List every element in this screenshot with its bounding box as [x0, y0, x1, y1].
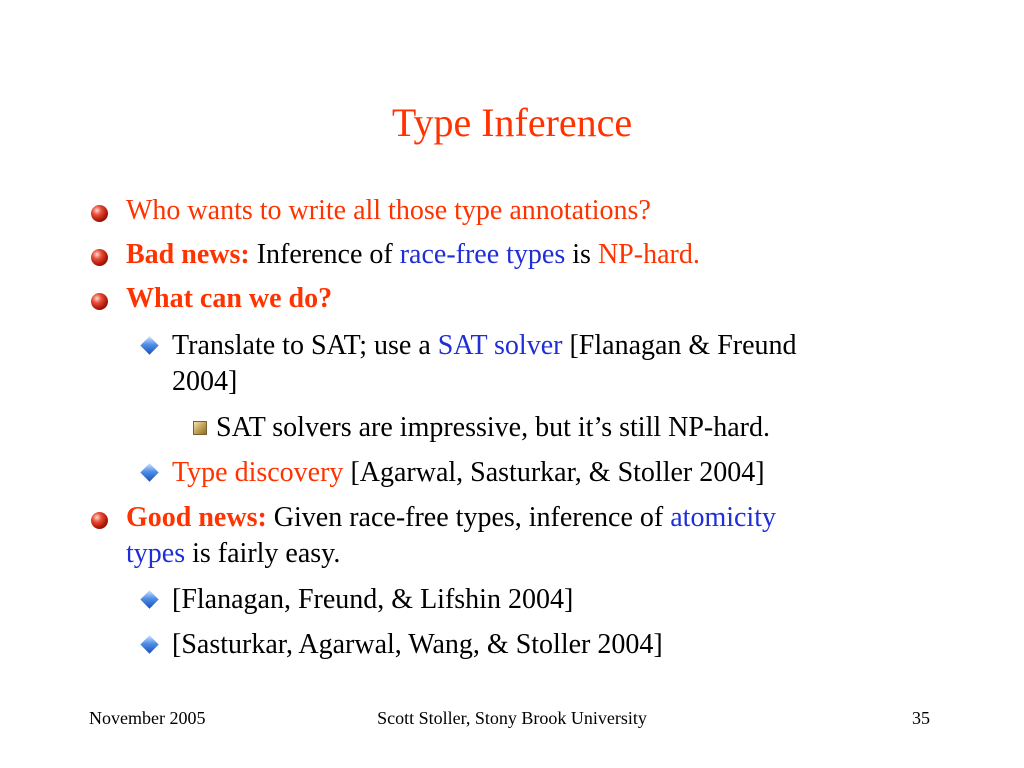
- bullet-4: [126, 500, 776, 536]
- sub-bullet-citation-b: 2004]: [172, 366, 238, 397]
- sub-bullet-flanagan-text: [Flanagan, Freund, & Lifshin 2004]: [172, 584, 574, 615]
- red-sphere-bullet-icon: [91, 249, 108, 266]
- bullet-4-types: types: [126, 538, 186, 569]
- blue-diamond-bullet-icon: [140, 463, 158, 481]
- red-sphere-bullet-icon: [91, 512, 108, 529]
- bullet-2-race-free-types: race-free types: [399, 239, 566, 270]
- bullet-4-cont: [126, 536, 340, 572]
- slide-title: Type Inference: [391, 100, 633, 145]
- sub-bullet-flanagan: [172, 582, 573, 618]
- footer-page-number: 35: [912, 708, 930, 728]
- sub-bullet-sasturkar: [172, 627, 663, 663]
- footer-date: November 2005: [89, 708, 206, 728]
- bullet-1: [126, 193, 651, 229]
- sub-bullet-type-discovery: [172, 455, 765, 491]
- bullet-1-text: Who wants to write all those type annotations?: [126, 195, 651, 226]
- blue-diamond-bullet-icon: [140, 635, 158, 653]
- bullet-2-text-b: is: [572, 239, 591, 270]
- bullet-2: [126, 237, 700, 273]
- red-sphere-bullet-icon: [91, 205, 108, 222]
- sub-bullet-sasturkar-text: [Sasturkar, Agarwal, Wang, & Stoller 2004]: [172, 629, 663, 660]
- sub-bullet-translate-sat: [172, 328, 797, 364]
- bullet-2-lead: Bad news:: [126, 239, 250, 270]
- sub-bullet-sat-solver: SAT solver: [437, 330, 563, 361]
- bullet-4-atomicity: atomicity: [670, 502, 776, 533]
- red-sphere-bullet-icon: [91, 293, 108, 310]
- bullet-4-lead: Good news:: [126, 502, 267, 533]
- sub-bullet-translate-text: Translate to SAT; use a: [172, 330, 431, 361]
- sub-bullet-type-discovery-label: Type discovery: [172, 457, 344, 488]
- bullet-2-np-hard: NP-hard.: [597, 239, 700, 270]
- blue-diamond-bullet-icon: [140, 336, 158, 354]
- footer-author: Scott Stoller, Stony Brook University: [377, 708, 647, 728]
- bullet-4-text-b: is fairly easy.: [192, 538, 341, 569]
- bullet-3-lead: What can we do?: [126, 283, 333, 314]
- bullet-4-text-a: Given race-free types, inference of: [273, 502, 664, 533]
- blue-diamond-bullet-icon: [140, 590, 158, 608]
- sub-sub-bullet-sat-solvers: [216, 410, 770, 446]
- sub-bullet-citation-a: [Flanagan & Freund: [569, 330, 797, 361]
- sub-bullet-type-discovery-citation: [Agarwal, Sasturkar, & Stoller 2004]: [350, 457, 765, 488]
- bullet-3: [126, 281, 332, 317]
- tan-square-bullet-icon: [193, 421, 207, 435]
- sub-sub-bullet-text: SAT solvers are impressive, but it’s still NP-hard.: [216, 412, 770, 443]
- sub-bullet-translate-sat-cont: [172, 364, 237, 400]
- bullet-2-text-a: Inference of: [256, 239, 393, 270]
